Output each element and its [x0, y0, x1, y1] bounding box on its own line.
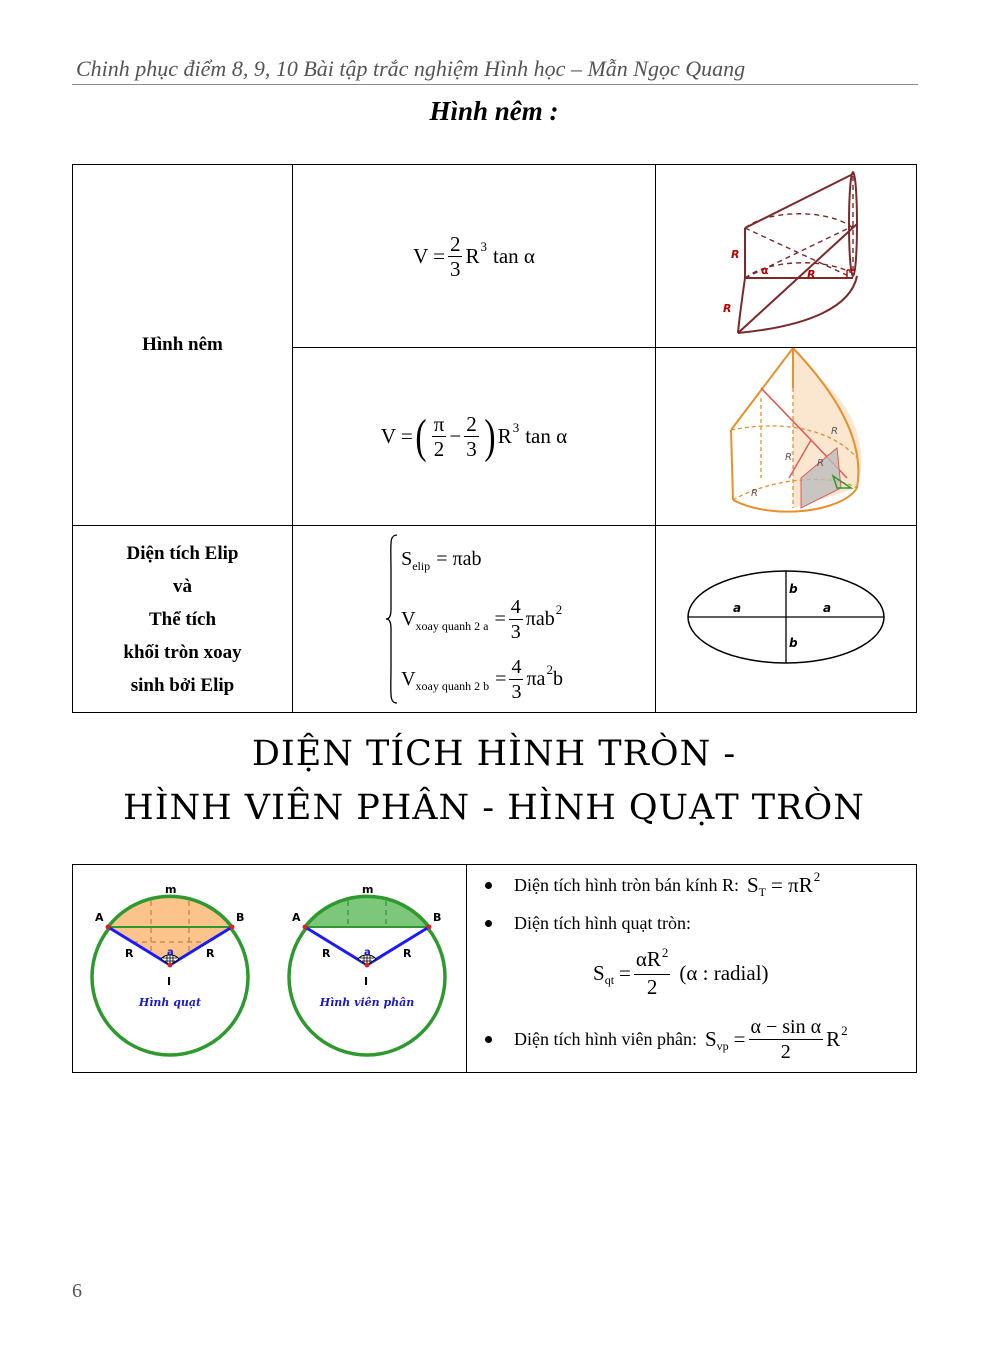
fig2-label-r3: R: [817, 458, 824, 469]
fig1-label-r2: R: [723, 302, 732, 315]
formula2-frac1-den: 2: [433, 437, 445, 461]
formula1-fraction: [448, 232, 463, 281]
ellipse-area-rhs: = πab: [436, 547, 482, 570]
vp-den: 2: [780, 1041, 791, 1063]
volume-b-rhs2: b: [552, 667, 563, 690]
formula2-frac1-num: π: [433, 412, 445, 436]
fig2-label-r1: R: [831, 426, 838, 437]
fig1-label-r1: R: [731, 248, 740, 261]
ellipse-figure-cell: [656, 526, 917, 713]
bullet-segment-area: [485, 1015, 848, 1064]
bullet1-exp: 2: [813, 868, 821, 884]
sector-figure: [92, 883, 248, 1055]
formula1-den: 3: [449, 256, 461, 281]
wedge-label: Hình nêm: [142, 334, 223, 355]
sector-label-a-point: A: [95, 911, 104, 924]
bullet1-rhs: = πR: [771, 873, 813, 897]
volume-a-den: 3: [510, 620, 521, 643]
sector-label-b-point: B: [236, 911, 245, 924]
ellipse-formula-cell: [293, 526, 656, 713]
volume-a-sym: V: [401, 607, 416, 630]
volume-a-eq: =: [494, 607, 506, 630]
formula2-frac2-num: 2: [466, 412, 477, 436]
ellipse-label-b-bottom: b: [789, 635, 798, 650]
section-title-line-2: HÌNH VIÊN PHÂN - HÌNH QUẠT TRÒN: [123, 788, 865, 828]
ellipse-volume-b-formula: [401, 649, 563, 709]
formula-cell-2: [293, 348, 656, 526]
vp-fraction: [749, 1015, 824, 1064]
bullet-sector-area: [485, 913, 691, 934]
sector-caption: Hình quạt: [138, 996, 202, 1009]
sector-label-angle: a: [167, 947, 174, 958]
segment-label-m: m: [362, 883, 374, 896]
volume-b-sub: xoay quanh 2 b: [415, 678, 490, 693]
section-title-line-1: DIỆN TÍCH HÌNH TRÒN -: [251, 734, 737, 774]
volume-b-eq: =: [495, 667, 507, 690]
ellipse-label-line-5: sinh bởi Elip: [130, 674, 235, 696]
volume-b-exp: 2: [546, 662, 553, 677]
formula1-exp: 3: [480, 239, 487, 254]
formula2-paren-right: ): [484, 409, 496, 463]
sector-label-r2: R: [206, 947, 215, 960]
bullet1-text: Diện tích hình tròn bán kính R:: [514, 875, 739, 895]
wedge-volume-formula-1: [413, 232, 535, 281]
vp-num: α − sin α: [750, 1016, 822, 1038]
wedge-table: [72, 164, 917, 713]
ellipse-label-line-3: Thể tích: [148, 608, 217, 630]
left-brace: [385, 533, 399, 705]
vp-sub: vp: [716, 1039, 729, 1053]
wedge-volume-formula-2: [380, 409, 568, 463]
sector-label-i: I: [167, 975, 172, 988]
ellipse-label-a-left: a: [733, 600, 742, 615]
circle-area-table: [72, 864, 917, 1073]
ellipse-label-line-2: và: [173, 575, 192, 597]
bullet-dot: [485, 1036, 492, 1043]
sector-label-m: m: [165, 883, 177, 896]
wedge-figure-1-cell: [656, 165, 917, 348]
segment-label-a-point: A: [292, 911, 301, 924]
qt-num: αR: [635, 947, 661, 971]
bullet1-sub: T: [758, 885, 767, 899]
qt-numerator: [634, 947, 671, 975]
header-text: Chinh phục điểm 8, 9, 10 Bài tập trắc nghiệm Hình học – Mẫn Ngọc Quang: [76, 56, 746, 81]
bullet-circle-area: [485, 868, 821, 899]
vp-exp: 2: [841, 1022, 848, 1038]
volume-a-num: 4: [510, 595, 521, 618]
ellipse-label-line-4: khối tròn xoay: [123, 641, 242, 663]
formula2-base: R: [497, 424, 512, 448]
qt-fraction: [634, 947, 671, 999]
bullet1-sym: S: [746, 873, 759, 897]
fig1-label-alpha: α: [761, 264, 769, 277]
ellipse-area-sym: S: [401, 547, 413, 570]
qt-den: 2: [646, 975, 658, 999]
formula1-tail: tan α: [492, 243, 535, 268]
qt-num-exp: 2: [661, 945, 669, 960]
ellipse-label-line-1: Diện tích Elip: [126, 542, 239, 564]
fig2-label-r2: R: [785, 452, 792, 463]
volume-b-sym: V: [401, 667, 416, 690]
vp-tail: R: [826, 1027, 841, 1051]
volume-a-fraction: [509, 595, 523, 644]
formula2-fraction-1: [432, 412, 447, 461]
circle-figures: [85, 879, 465, 1064]
segment-label-angle: a: [364, 947, 371, 958]
qt-sub: qt: [604, 972, 615, 987]
section-title-hinh-nem: Hình nêm :: [429, 96, 559, 126]
qt-note: (α : radial): [679, 960, 769, 985]
ellipse-label-cell: [73, 526, 293, 713]
formula2-minus: −: [449, 424, 462, 448]
segment-label-r1: R: [322, 947, 331, 960]
fig2-label-r4: R: [751, 488, 758, 499]
bullet-dot: [485, 920, 492, 927]
vp-sym: S: [704, 1027, 717, 1051]
page-number: 6: [72, 1280, 82, 1302]
formula2-frac2-den: 3: [466, 437, 477, 461]
segment-label-i: I: [364, 975, 369, 988]
volume-b-den: 3: [511, 680, 522, 703]
qt-sym: S: [593, 960, 605, 985]
page-header: [72, 52, 918, 85]
wedge-figure-2-cell: [656, 348, 917, 526]
segment-caption: Hình viên phân: [319, 996, 415, 1009]
formula2-paren-left: (: [415, 409, 427, 463]
formula2-exp: 3: [512, 419, 520, 435]
formula2-fraction-2: [464, 412, 479, 461]
volume-a-exp: 2: [555, 602, 563, 617]
ellipse-area-formula: [401, 529, 563, 589]
fig1-label-r3: R: [807, 268, 816, 281]
sector-label-r1: R: [125, 947, 134, 960]
ellipse-label-b-top: b: [789, 581, 798, 596]
vp-eq: =: [733, 1027, 746, 1051]
formula2-tail: tan α: [525, 424, 568, 448]
bullet3-text: Diện tích hình viên phân:: [514, 1029, 697, 1049]
sector-area-formula: [593, 947, 769, 999]
segment-label-r2: R: [403, 947, 412, 960]
ellipse-figure: [681, 562, 891, 672]
wedge-figure-1: [661, 166, 911, 341]
qt-eq: =: [619, 960, 631, 985]
volume-a-sub: xoay quanh 2 a: [415, 618, 489, 633]
formula-cell-1: [293, 165, 656, 348]
volume-b-num: 4: [511, 655, 522, 678]
segment-label-b-point: B: [433, 911, 442, 924]
formula1-num: 2: [449, 231, 461, 256]
wedge-label-cell: [73, 165, 293, 526]
bullet2-text: Diện tích hình quạt tròn:: [514, 913, 691, 933]
volume-a-rhs: πab: [525, 607, 555, 630]
formula2-lhs: V =: [380, 424, 413, 448]
bullet-dot: [485, 882, 492, 889]
volume-b-rhs: πa: [526, 667, 546, 690]
ellipse-formula-system: [385, 529, 563, 709]
table2-divider: [466, 865, 467, 1072]
segment-figure: [289, 883, 445, 1055]
volume-b-fraction: [509, 655, 523, 704]
formula1-lhs: V =: [413, 243, 445, 268]
wedge-figure-2: [661, 348, 911, 520]
ellipse-volume-a-formula: [401, 589, 563, 649]
ellipse-label-a-right: a: [823, 600, 832, 615]
ellipse-area-sub: elip: [412, 558, 431, 573]
formula1-base: R: [465, 243, 480, 268]
